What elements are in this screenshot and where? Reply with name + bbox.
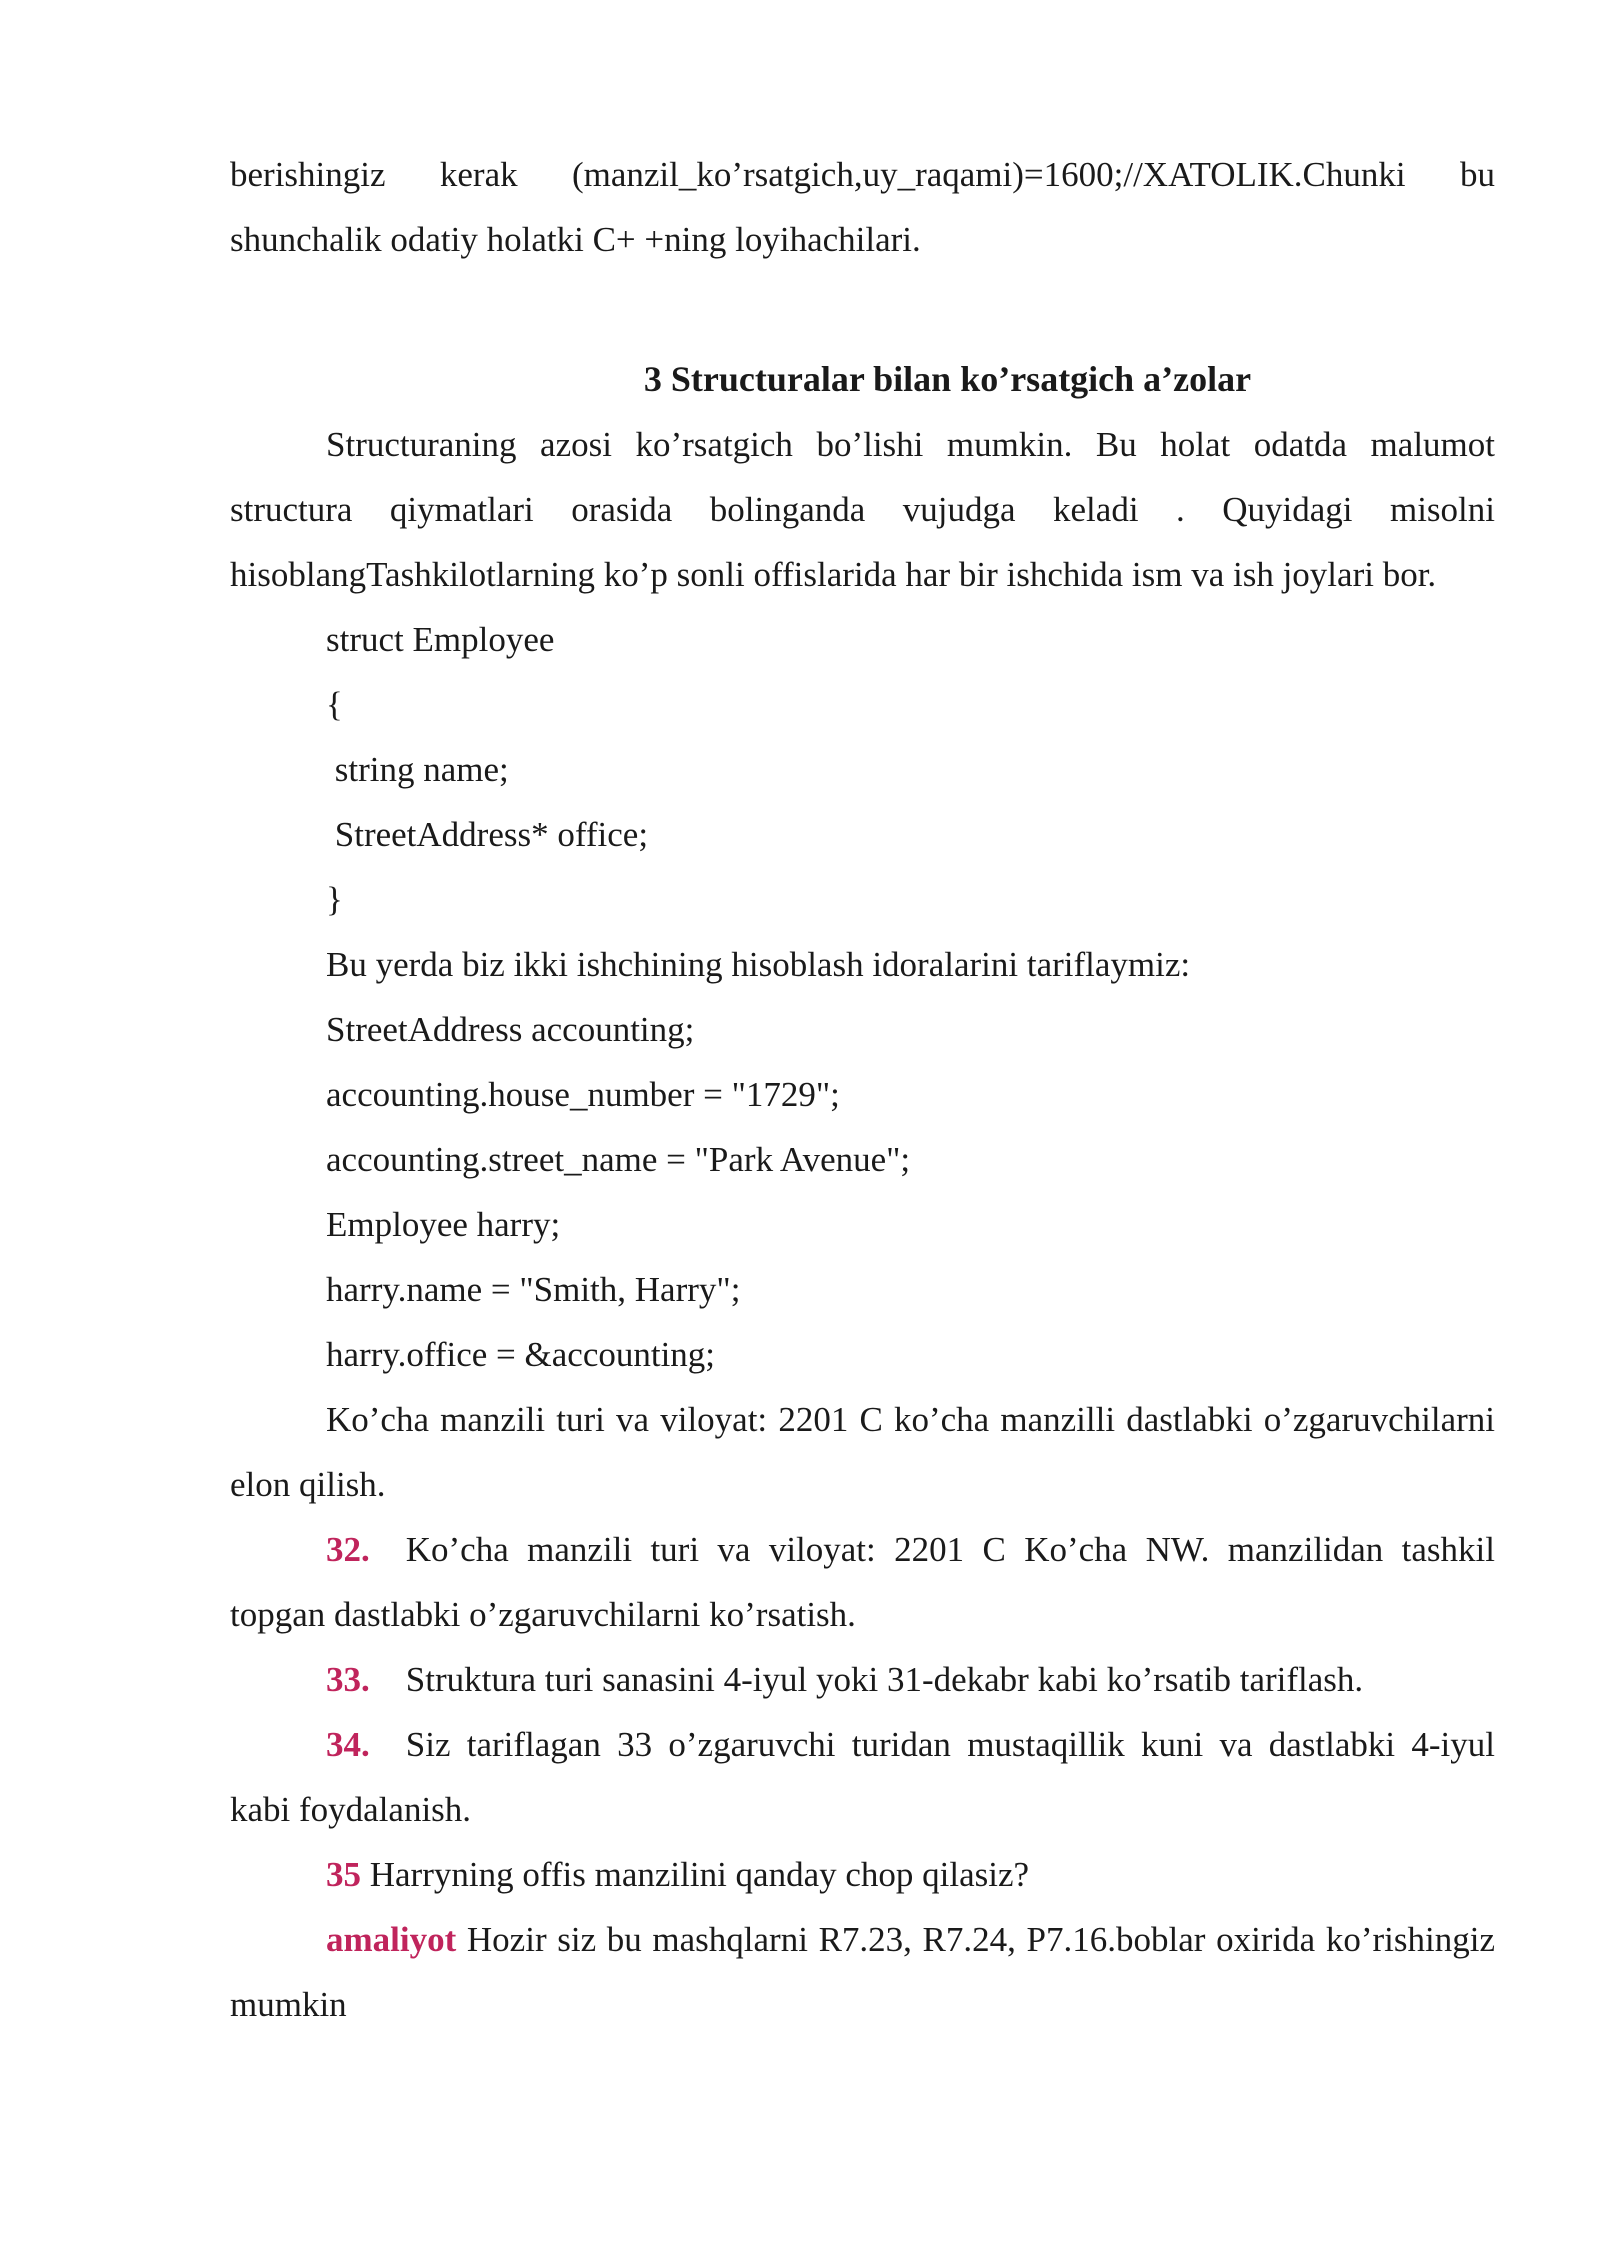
code-line: StreetAddress accounting; — [326, 1010, 695, 1049]
intro-line-2: shunchalik odatiy holatki C+ +ning loyihachilari. — [230, 220, 921, 259]
paragraph-address-declare: Ko’cha manzili turi va viloyat: 2201 C ko’cha manzilli dastlabki o’zgaruvchilarni elon qilish. — [230, 1400, 1495, 1504]
code-block — [230, 607, 1495, 1387]
list-item-32 — [230, 1517, 1495, 1647]
list-item-33 — [230, 1647, 1495, 1712]
section-heading: 3 Structuralar bilan ko’rsatgich a’zolar — [643, 359, 1252, 399]
code-line: { — [326, 685, 343, 724]
item-text: Siz tariflagan 33 o’zgaruvchi turidan mustaqillik kuni va dastlabki 4-iyul kabi foydalanish. — [230, 1725, 1495, 1829]
practice-text: Hozir siz bu mashqlarni R7.23, R7.24, P7.16.boblar oxirida ko’rishingiz mumkin — [230, 1920, 1495, 2024]
code-line: harry.name = "Smith, Harry"; — [326, 1270, 741, 1309]
code-line: string name; — [326, 750, 509, 789]
paragraph-structure-intro: Structuraning azosi ko’rsatgich bo’lishi mumkin. Bu holat odatda malumot structura qiymatlari orasida bolinganda vujudga keladi . Quyidagi misolni hisoblangTashkilotlarning ko’p sonli offislarida har bir ishchida ism va ish joylari bor. — [230, 425, 1495, 594]
code-line: harry.office = &accounting; — [326, 1335, 716, 1374]
list-item-34 — [230, 1712, 1495, 1842]
code-line: StreetAddress* office; — [326, 815, 649, 854]
item-text: Struktura turi sanasini 4-iyul yoki 31-dekabr kabi ko’rsatib tariflash. — [405, 1660, 1364, 1699]
list-item-35 — [230, 1842, 1495, 1907]
code-line: accounting.house_number = "1729"; — [326, 1075, 840, 1114]
item-text: Ko’cha manzili turi va viloyat: 2201 C Ko’cha NW. manzilidan tashkil topgan dastlabki o’zgaruvchilarni ko’rsatish. — [230, 1530, 1495, 1634]
item-number: 33. — [326, 1660, 370, 1699]
page-content — [230, 142, 1495, 2037]
practice-label: amaliyot — [326, 1920, 457, 1959]
item-number: 34. — [326, 1725, 370, 1764]
item-text: Harryning offis manzilini qanday chop qilasiz? — [361, 1855, 1030, 1894]
item-number: 32. — [326, 1530, 370, 1569]
code-line: Bu yerda biz ikki ishchining hisoblash idoralarini tariflaymiz: — [326, 945, 1191, 984]
code-line: struct Employee — [326, 620, 555, 659]
practice-paragraph — [230, 1907, 1495, 2037]
item-number: 35 — [326, 1855, 361, 1894]
intro-line-1: berishingiz kerak (manzil_ko’rsatgich,uy_raqami)=1600;//XATOLIK.Chunki bu — [230, 155, 1495, 194]
code-line: } — [326, 880, 343, 919]
code-line: accounting.street_name = "Park Avenue"; — [326, 1140, 911, 1179]
code-line: Employee harry; — [326, 1205, 561, 1244]
